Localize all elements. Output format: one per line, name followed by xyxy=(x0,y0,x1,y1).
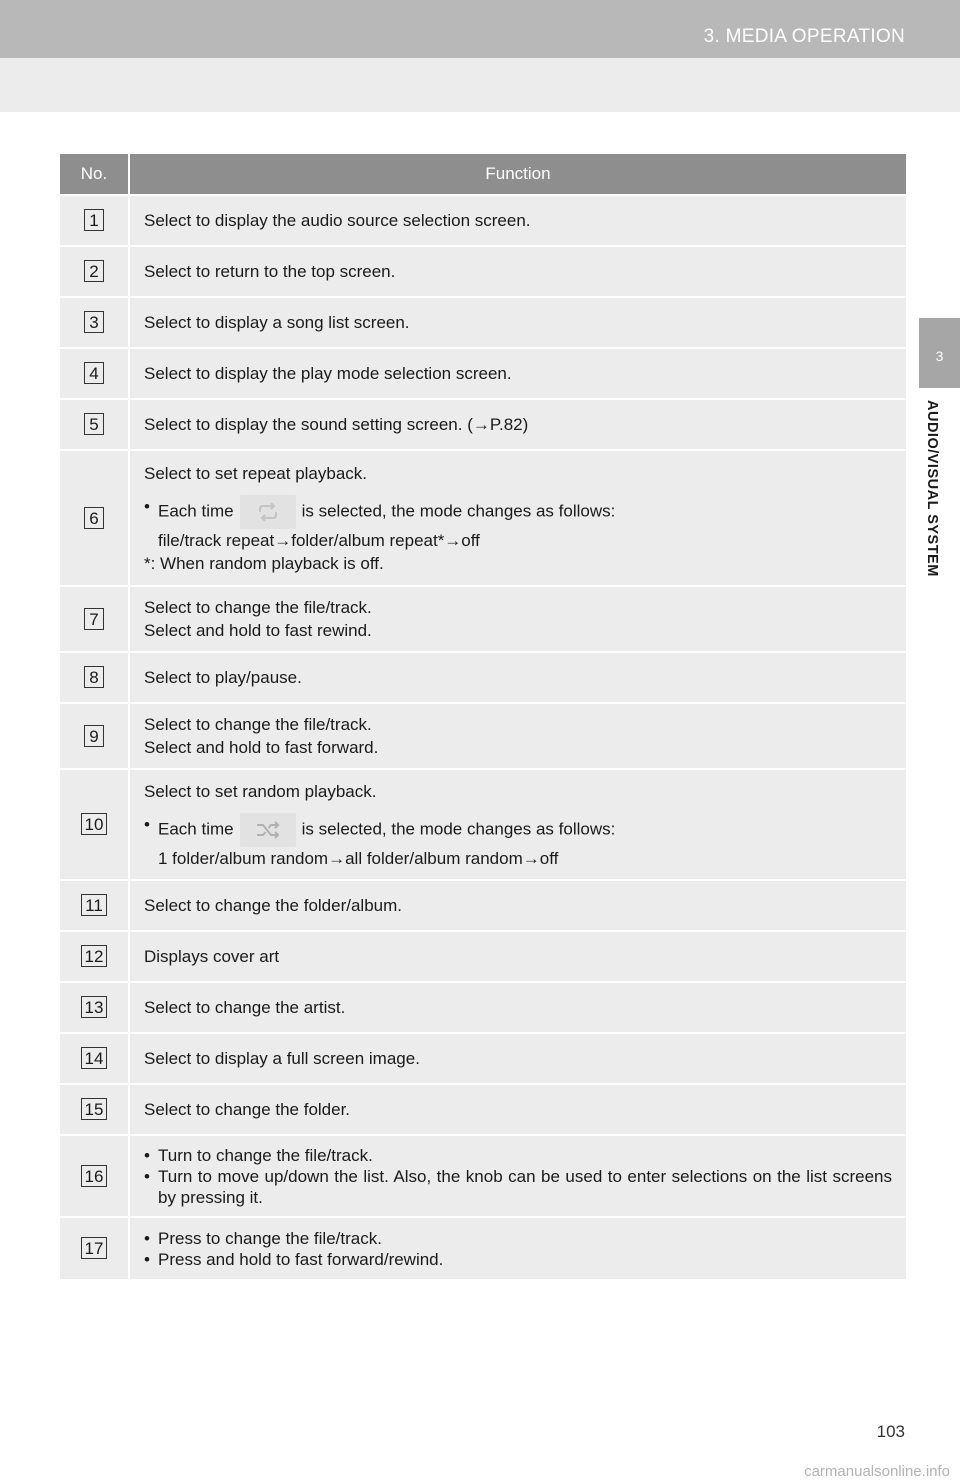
row-number: 6 xyxy=(84,507,104,529)
row-number: 2 xyxy=(84,260,104,282)
table-row xyxy=(60,769,906,880)
row-number: 9 xyxy=(84,725,104,747)
row-text: Select to display the sound setting screen. (→P.82) xyxy=(144,415,529,434)
row-number: 15 xyxy=(81,1098,108,1120)
table-row xyxy=(60,297,906,348)
watermark: carmanualsonline.info xyxy=(804,1463,950,1480)
row-number: 14 xyxy=(81,1047,108,1069)
row-text: Select to display the audio source selection screen. xyxy=(144,211,531,230)
shuffle-icon xyxy=(256,821,282,839)
bullet-text-pre: Each time xyxy=(158,818,234,838)
row-bullet: • Turn to change the file/track. xyxy=(144,1145,892,1166)
shuffle-button-icon xyxy=(240,813,296,847)
row-text: Select and hold to fast forward. xyxy=(144,738,379,757)
table-row xyxy=(60,586,906,652)
row-text: Select to change the file/track. xyxy=(144,715,372,734)
row-bullet: • Press to change the file/track. xyxy=(144,1228,892,1249)
row-number: 17 xyxy=(81,1237,108,1259)
row-title: Select to set repeat playback. xyxy=(144,463,368,483)
row-bullet xyxy=(144,495,892,529)
chapter-number: 3 xyxy=(935,348,944,364)
mode-sequence: 1 folder/album random→all folder/album random→off xyxy=(158,848,559,868)
repeat-icon xyxy=(256,503,280,521)
table-row xyxy=(60,195,906,246)
row-text: Select and hold to fast rewind. xyxy=(144,621,372,640)
section-title: 3. MEDIA OPERATION xyxy=(703,26,905,47)
table-row xyxy=(60,1217,906,1279)
table-header-row xyxy=(60,154,906,195)
repeat-button-icon xyxy=(240,495,296,529)
row-number: 8 xyxy=(84,666,104,688)
row-bullet xyxy=(144,813,892,847)
row-bullet: • Turn to move up/down the list. Also, the knob can be used to enter selections on the list screens by pressing it. xyxy=(144,1166,892,1208)
table-row xyxy=(60,1135,906,1217)
table-row xyxy=(60,348,906,399)
bullet-text-pre: Each time xyxy=(158,500,234,520)
row-text: Select to change the folder/album. xyxy=(144,896,402,915)
bullet-text-post: is selected, the mode changes as follows: xyxy=(301,500,616,520)
row-text: Select to play/pause. xyxy=(144,668,302,687)
table-row xyxy=(60,982,906,1033)
row-text: Select to change the file/track. xyxy=(144,598,372,617)
bullet-text-post: is selected, the mode changes as follows: xyxy=(301,818,616,838)
row-text: Select to display a song list screen. xyxy=(144,313,410,332)
row-text: Displays cover art xyxy=(144,947,280,966)
row-number: 11 xyxy=(81,894,107,916)
table-row xyxy=(60,1033,906,1084)
function-table xyxy=(60,154,906,1279)
table-row xyxy=(60,1084,906,1135)
row-number: 7 xyxy=(84,608,104,630)
row-title: Select to set random playback. xyxy=(144,781,377,801)
row-number: 16 xyxy=(81,1165,108,1187)
table-row xyxy=(60,399,906,450)
table-row xyxy=(60,450,906,586)
page-number: 103 xyxy=(876,1422,905,1441)
chapter-tab xyxy=(919,318,960,388)
table-row xyxy=(60,652,906,703)
table-row xyxy=(60,246,906,297)
row-text: Select to change the artist. xyxy=(144,998,346,1017)
table-row xyxy=(60,880,906,931)
table-row xyxy=(60,703,906,769)
row-number: 12 xyxy=(81,945,108,967)
column-header-function: Function xyxy=(129,154,906,195)
row-bullet: • Press and hold to fast forward/rewind. xyxy=(144,1249,892,1270)
row-number: 13 xyxy=(81,996,108,1018)
row-text: Select to change the folder. xyxy=(144,1100,351,1119)
row-text: Select to display the play mode selection screen. xyxy=(144,364,512,383)
row-text: Select to return to the top screen. xyxy=(144,262,396,281)
column-header-no: No. xyxy=(60,154,129,195)
mode-sequence: file/track repeat→folder/album repeat*→off xyxy=(158,530,480,550)
row-number: 10 xyxy=(81,813,108,835)
row-number: 4 xyxy=(84,362,104,384)
table-row xyxy=(60,931,906,982)
row-text: Select to display a full screen image. xyxy=(144,1049,420,1068)
row-number: 3 xyxy=(84,311,104,333)
chapter-label: AUDIO/VISUAL SYSTEM xyxy=(924,400,940,577)
row-number: 1 xyxy=(84,209,104,231)
row-number: 5 xyxy=(84,413,104,435)
row-note: *: When random playback is off. xyxy=(144,553,384,573)
